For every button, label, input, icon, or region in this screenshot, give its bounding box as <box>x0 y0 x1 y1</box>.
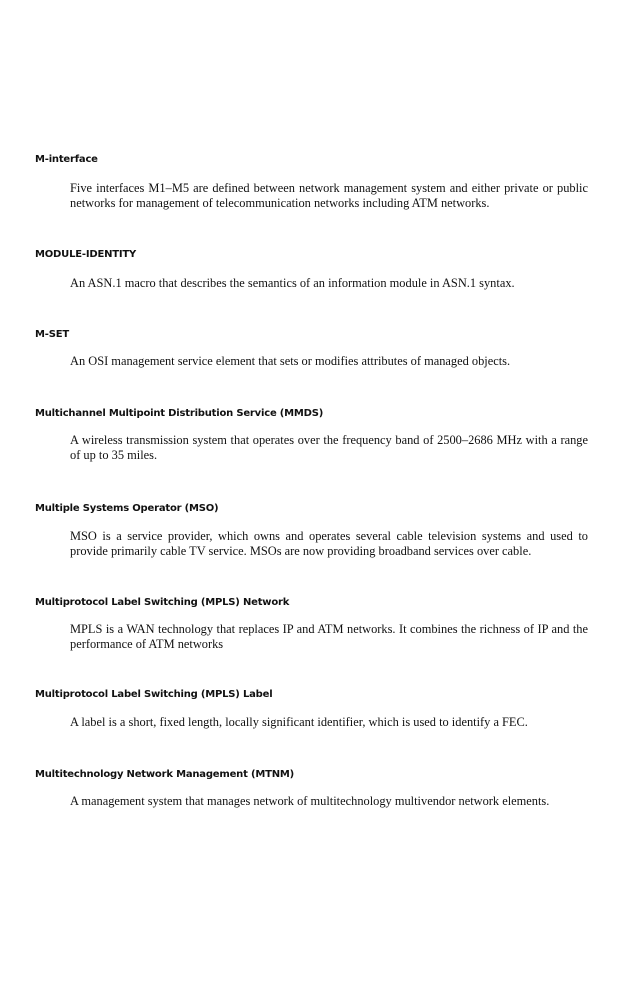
entry-term: Multiprotocol Label Switching (MPLS) Label <box>35 689 273 700</box>
entry-term: Multiprotocol Label Switching (MPLS) Network <box>35 597 290 608</box>
entry-definition: MPLS is a WAN technology that replaces IP and ATM networks. It combines the richness of IP and the performance of ATM networks <box>70 622 588 651</box>
entry-definition: A management system that manages network of multitechnology multivendor network elements. <box>70 794 550 808</box>
entry-term: MODULE-IDENTITY <box>35 249 137 260</box>
entry-term: Multitechnology Network Management (MTNM) <box>35 769 294 780</box>
entry-definition: MSO is a service provider, which owns and operates several cable television systems and used to provide primarily cable TV service. MSOs are now providing broadband services over cable. <box>70 529 588 558</box>
entry-term: Multichannel Multipoint Distribution Service (MMDS) <box>35 408 324 419</box>
entry-definition: A label is a short, fixed length, locally significant identifier, which is used to identify a FEC. <box>70 715 528 729</box>
entry-definition: Five interfaces M1–M5 are defined between network management system and either private or public networks for management of telecommunication networks including ATM networks. <box>70 181 588 210</box>
entry-definition: An ASN.1 macro that describes the semantics of an information module in ASN.1 syntax. <box>70 276 515 290</box>
entry-definition: An OSI management service element that sets or modifies attributes of managed objects. <box>70 354 511 368</box>
entry-term: Multiple Systems Operator (MSO) <box>35 503 219 514</box>
entry-term: M-interface <box>35 154 98 165</box>
entry-term: M-SET <box>35 329 69 340</box>
entry-definition: A wireless transmission system that operates over the frequency band of 2500–2686 MHz with a range of up to 35 miles. <box>70 433 588 462</box>
